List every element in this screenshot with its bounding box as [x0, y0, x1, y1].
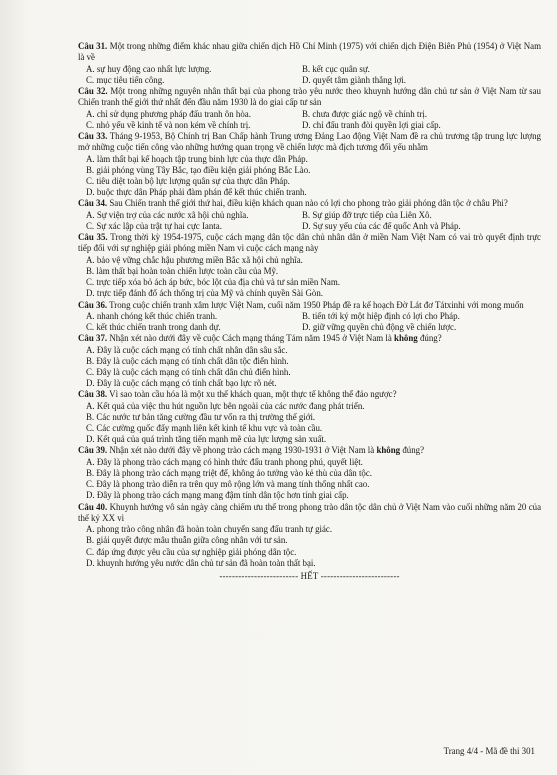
option-a: A. bảo vệ vững chắc hậu phương miền Bắc xã hội chủ nghĩa. — [86, 254, 303, 265]
option-d: D. trực tiếp đánh đổ ách thống trị của Mỹ và chính quyền Sài Gòn. — [86, 288, 323, 299]
question-38 — [78, 389, 541, 445]
question-number: Câu 32. — [78, 86, 108, 96]
option-d: D. Kết quả của quá trình tăng tiến mạnh mẽ của lực lượng sản xuất. — [86, 434, 327, 445]
question-stem — [78, 333, 541, 344]
option-a: A. phong trào công nhân đã hoàn toàn chuyển sang đấu tranh tự giác. — [86, 524, 333, 535]
question-stem — [78, 232, 541, 255]
option-a: A. Sự viện trợ của các nước xã hội chủ nghĩa. — [86, 209, 249, 220]
question-text: Trong thời kỳ 1954-1975, cuộc cách mạng dân tộc dân chủ nhân dân ở miền Nam Việt Nam có vai trò quyết định trực tiếp đối với sự nghiệp giải phóng miền Nam vì cuộc cách mạng này — [78, 232, 541, 254]
option-c: C. Sự xác lập của trật tự hai cực Ianta. — [86, 220, 222, 231]
option-row — [78, 322, 541, 333]
option-b: B. Các nước tư bản tăng cường đầu tư vốn ra thị trường thế giới. — [86, 411, 316, 422]
option-c: C. nhỏ yếu về kinh tế và non kém về chính trị. — [86, 119, 251, 130]
question-text: Nhận xét nào dưới đây về phong trào cách mạng 1930-1931 ở Việt Nam là — [109, 445, 377, 456]
option-row — [78, 210, 541, 221]
option-b: B. Đây là cuộc cách mạng có tính chất dân tộc điển hình. — [86, 355, 289, 366]
option-row — [78, 75, 541, 86]
option-row — [78, 311, 541, 322]
question-number: Câu 36. — [78, 299, 108, 310]
option-b: B. Đây là phong trào cách mạng triệt để, không ảo tưởng vào kẻ thù của dân tộc. — [86, 467, 373, 478]
option-b: B. tiến tới ký một hiệp định có lợi cho Pháp. — [302, 310, 460, 321]
question-32 — [78, 86, 541, 131]
question-stem — [78, 131, 541, 154]
question-emphasis: không — [394, 333, 418, 344]
question-31 — [78, 41, 541, 86]
option-c: C. trực tiếp xóa bỏ ách áp bức, bóc lột của địa chủ và tư sản miền Nam. — [86, 277, 340, 288]
question-number: Câu 33. — [78, 131, 108, 141]
option-c: C. tiêu diệt toàn bộ lực lượng quân sự của thực dân Pháp. — [86, 176, 290, 186]
option-c: C. Đây là phong trào diễn ra trên quy mô rộng lớn và mang tính thống nhất cao. — [86, 479, 370, 490]
question-stem — [78, 389, 541, 400]
option-c: C. đáp ứng được yêu cầu của sự nghiệp giải phóng dân tộc. — [86, 546, 297, 557]
option-b: B. chưa được giác ngộ về chính trị. — [302, 108, 427, 119]
option-c: C. Các cường quốc đẩy mạnh liên kết kinh tế khu vực và toàn cầu. — [86, 423, 323, 434]
option-d: D. chỉ đấu tranh đòi quyền lợi giai cấp. — [302, 119, 441, 130]
option-c: C. Đây là cuộc cách mạng có tính chất dân chủ điển hình. — [86, 366, 291, 377]
option-d: D. Sự suy yếu của các đế quốc Anh và Pháp. — [302, 220, 461, 231]
question-text-end: đúng? — [400, 445, 425, 456]
option-row — [78, 221, 541, 232]
question-emphasis: không — [376, 445, 401, 456]
option-a: A. Đây là phong trào cách mạng có hình thức đấu tranh phong phú, quyết liệt. — [86, 456, 363, 467]
question-40 — [78, 502, 541, 569]
option-d: D. Đây là phong trào cách mạng mang đậm tính dân tộc hơn tính giai cấp. — [86, 490, 349, 501]
end-marker: ------------------------- HẾT ------------------------- — [219, 570, 400, 581]
question-text-end: đúng? — [417, 333, 442, 344]
question-text: Khuynh hướng vô sản ngày càng chiếm ưu thế trong phong trào dân tộc dân chủ ở Việt Nam vào cuối những năm 20 của thế kỷ XX vì — [78, 501, 542, 523]
question-stem — [78, 502, 541, 525]
option-a: A. làm thất bại kế hoạch tập trung binh lực của thực dân Pháp. — [86, 153, 308, 164]
question-text: Trong cuộc chiến tranh xâm lược Việt Nam, cuối năm 1950 Pháp đề ra kế hoạch Đờ Lát đơ Tátxinhi với mong muốn — [109, 299, 524, 310]
question-text: Tháng 9-1953, Bộ Chính trị Ban Chấp hành Trung ương Đảng Lao động Việt Nam đề ra chủ trương tập trung lực lượng mở những cuộc tiến công vào những hướng quan trọng về chiến lược mà địch tương đối yếu nhằm — [78, 131, 541, 153]
question-number: Câu 34. — [78, 198, 108, 209]
question-text: Sau Chiến tranh thế giới thứ hai, điều kiện khách quan nào có lợi cho phong trào giải phóng dân tộc ở châu Phi? — [109, 198, 508, 209]
question-text: Một trong những điểm khác nhau giữa chiến dịch Hồ Chí Minh (1975) với chiến dịch Điện Biên Phủ (1954) ở Việt Nam là về — [78, 41, 542, 63]
option-c: C. mục tiêu tiến công. — [86, 74, 165, 85]
option-a: A. Đây là cuộc cách mạng có tính chất nhân dân sâu sắc. — [86, 344, 288, 355]
question-number: Câu 39. — [78, 445, 108, 456]
question-36 — [78, 300, 541, 334]
question-stem — [78, 41, 541, 64]
page-footer: Trang 4/4 - Mã đề thi 301 — [443, 746, 535, 756]
question-text: Vì sao toàn cầu hóa là một xu thế khách quan, một thực tế không thể đảo ngược? — [109, 389, 397, 400]
question-list — [78, 41, 541, 569]
question-number: Câu 37. — [78, 333, 108, 344]
question-stem — [78, 445, 541, 456]
question-35 — [78, 232, 541, 299]
question-33 — [78, 131, 541, 198]
option-a: A. chỉ sử dụng phương pháp đấu tranh ôn hòa. — [86, 108, 251, 119]
option-a: A. Kết quả của việc thu hút nguồn lực bên ngoài của các nước đang phát triển. — [86, 400, 365, 411]
option-c: C. kết thúc chiến tranh trong danh dự. — [86, 322, 221, 333]
option-row — [78, 64, 541, 75]
option-b: B. giải phóng vùng Tây Bắc, tạo điều kiện giải phóng Bắc Lào. — [86, 164, 311, 175]
option-d: D. khuynh hướng yêu nước dân chủ tư sản đã hoàn toàn thất bại. — [86, 557, 316, 568]
option-d: D. buộc thực dân Pháp phải đàm phán để kết thúc chiến tranh. — [86, 187, 307, 198]
option-d: D. giữ vững quyền chủ động về chiến lược. — [302, 322, 457, 333]
option-b: B. giải quyết được mâu thuẫn giữa công nhân với tư sản. — [86, 535, 288, 546]
option-a: A. nhanh chóng kết thúc chiến tranh. — [86, 310, 218, 321]
option-b: B. kết cục quân sự. — [302, 63, 370, 74]
question-34 — [78, 198, 541, 232]
option-b: B. Sự giúp đỡ trực tiếp của Liên Xô. — [302, 209, 432, 220]
question-stem — [78, 86, 541, 109]
option-b: B. làm thất bại hoàn toàn chiến lược toàn cầu của Mỹ. — [86, 265, 279, 276]
question-stem — [78, 198, 541, 209]
question-text: Một trong những nguyên nhân thất bại của phong trào yêu nước theo khuynh hướng dân chủ tư sản ở Việt Nam từ sau Chiến tranh thế giới thứ nhất đến đầu năm 1930 là do giai cấp tư sản — [78, 86, 541, 108]
question-number: Câu 35. — [78, 232, 108, 243]
option-row — [78, 109, 541, 120]
question-number: Câu 40. — [78, 501, 108, 512]
question-37 — [78, 333, 541, 389]
question-stem — [78, 300, 541, 311]
option-d: D. Đây là cuộc cách mạng có tính chất bạo lực rõ nét. — [86, 378, 277, 389]
question-39 — [78, 445, 541, 501]
question-number: Câu 38. — [78, 389, 108, 400]
question-number: Câu 31. — [78, 41, 108, 51]
option-row — [78, 120, 541, 131]
option-d: D. quyết tâm giành thắng lợi. — [302, 74, 407, 85]
question-text: Nhận xét nào dưới đây về cuộc Cách mạng tháng Tám năm 1945 ở Việt Nam là — [109, 333, 395, 344]
option-a: A. sự huy động cao nhất lực lượng. — [86, 63, 212, 74]
